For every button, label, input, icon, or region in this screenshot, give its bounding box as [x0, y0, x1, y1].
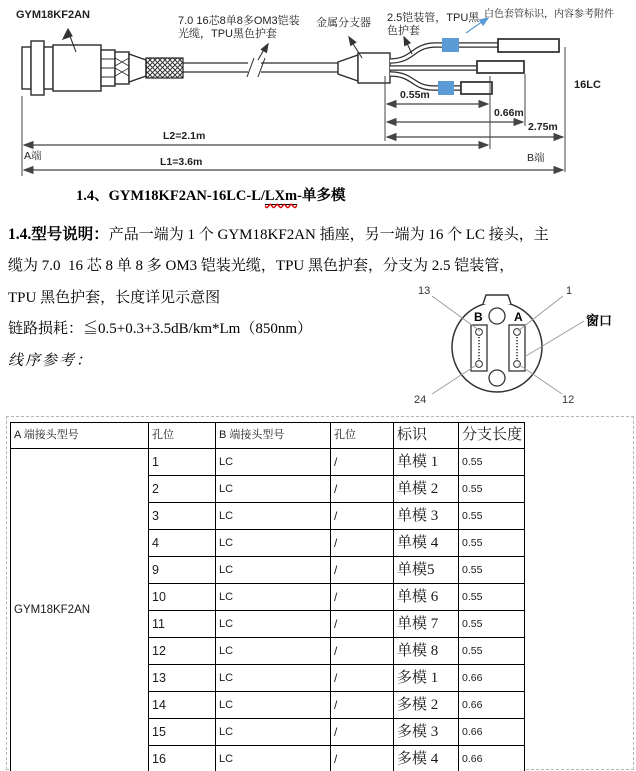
row-a-label: A — [514, 310, 523, 324]
hole-cell: 13 — [149, 665, 216, 692]
link-loss-line: 链路损耗：≦0.5+0.3+3.5dB/km*Lm（850nm） — [8, 321, 313, 337]
b-model-cell: LC — [216, 449, 331, 476]
b-model-cell: LC — [216, 746, 331, 771]
b-hole-cell: / — [331, 746, 394, 771]
hole-cell: 16 — [149, 746, 216, 771]
mark-cell: 多模 2 — [394, 692, 459, 719]
hole-cell: 9 — [149, 557, 216, 584]
b-model-cell: LC — [216, 530, 331, 557]
splitter-label: 金属分支器 — [316, 17, 371, 29]
b-hole-cell: / — [331, 638, 394, 665]
b-hole-cell: / — [331, 476, 394, 503]
hole-cell: 15 — [149, 719, 216, 746]
length-cell: 0.55 — [459, 449, 525, 476]
length-cell: 0.55 — [459, 584, 525, 611]
pin-24-label: 24 — [414, 394, 427, 406]
mark-cell: 单模 7 — [394, 611, 459, 638]
col-header-branch-length: 分支长度 — [459, 423, 525, 449]
b-model-cell: LC — [216, 557, 331, 584]
pin-12-label: 12 — [562, 394, 575, 406]
b-hole-cell: / — [331, 584, 394, 611]
figure-caption: 1.4、GYM18KF2AN-16LC-L/LXm-单多模 — [76, 188, 346, 204]
b-model-cell: LC — [216, 611, 331, 638]
hole-cell: 10 — [149, 584, 216, 611]
spellcheck-marked-text: LXm — [264, 188, 298, 204]
model-description-line1: 1.4.型号说明：产品一端为 1 个 GYM18KF2AN 插座，另一端为 16 个 LC 接头，主 — [8, 226, 549, 243]
col-header-a-model: A 端接头型号 — [11, 423, 149, 449]
gym-connector-label: GYM18KF2AN — [16, 9, 90, 21]
window-label: 窗口 — [586, 313, 613, 328]
pinout-diagram — [432, 295, 584, 394]
hole-cell: 14 — [149, 692, 216, 719]
mark-cell: 单模 4 — [394, 530, 459, 557]
b-model-cell: LC — [216, 503, 331, 530]
b-hole-cell: / — [331, 530, 394, 557]
mark-cell: 多模 3 — [394, 719, 459, 746]
pin-1-label: 1 — [566, 285, 573, 297]
length-cell: 0.55 — [459, 530, 525, 557]
length-cell: 0.55 — [459, 611, 525, 638]
mark-cell: 多模 1 — [394, 665, 459, 692]
dim-0-55m: 0.55m — [400, 89, 430, 101]
pin-13-label: 13 — [418, 285, 431, 297]
metal-splitter — [338, 53, 390, 83]
row-b-label: B — [474, 310, 483, 324]
col-header-hole-b: 孔位 — [331, 423, 394, 449]
length-cell: 0.66 — [459, 719, 525, 746]
main-cable — [183, 58, 338, 77]
hole-cell: 4 — [149, 530, 216, 557]
col-header-mark: 标识 — [394, 423, 459, 449]
b-model-cell: LC — [216, 638, 331, 665]
mark-cell: 单模 2 — [394, 476, 459, 503]
length-cell: 0.66 — [459, 692, 525, 719]
col-header-hole-a: 孔位 — [149, 423, 216, 449]
lc-count-label: 16LC — [574, 79, 601, 91]
branch-tube-label: 2.5铠装管，TPU黑 色护套 — [387, 12, 480, 37]
model-description-line2: 缆为 7.0 16 芯 8 单 8 多 OM3 铠装光缆，TPU 黑色护套，分支为 2.5 铠装管， — [8, 258, 515, 274]
dimension-arrows — [24, 104, 563, 170]
mark-cell: 单模 1 — [394, 449, 459, 476]
table-header-row — [11, 423, 525, 449]
b-hole-cell: / — [331, 665, 394, 692]
armored-braid-section — [146, 58, 183, 78]
b-hole-cell: / — [331, 449, 394, 476]
hole-cell: 2 — [149, 476, 216, 503]
b-hole-cell: / — [331, 611, 394, 638]
mark-cell: 单模 3 — [394, 503, 459, 530]
a-model-cell: GYM18KF2AN — [11, 449, 149, 771]
b-model-cell: LC — [216, 476, 331, 503]
white-sleeve-label: 白色套管标识，内容参考附件 — [484, 9, 614, 20]
section-heading: 1.4.型号说明： — [8, 226, 109, 243]
b-hole-cell: / — [331, 503, 394, 530]
b-model-cell: LC — [216, 584, 331, 611]
model-description-line3: TPU 黑色护套，长度详见示意图 — [8, 290, 221, 306]
b-end-label: B端 — [527, 152, 545, 164]
mark-cell: 单模 8 — [394, 638, 459, 665]
hole-cell: 11 — [149, 611, 216, 638]
mark-cell: 单模 6 — [394, 584, 459, 611]
mark-cell: 多模 4 — [394, 746, 459, 771]
table-row — [11, 449, 525, 476]
wire-order-line: 线序参考： — [8, 353, 94, 369]
length-cell: 0.55 — [459, 503, 525, 530]
gym-connector-drawing — [22, 41, 146, 95]
a-end-label: A端 — [24, 150, 42, 162]
b-model-cell: LC — [216, 665, 331, 692]
dim-l2: L2=2.1m — [163, 130, 206, 142]
length-cell: 0.55 — [459, 557, 525, 584]
dim-2-75m: 2.75m — [528, 121, 558, 133]
b-model-cell: LC — [216, 692, 331, 719]
mark-cell: 单模5 — [394, 557, 459, 584]
col-header-b-model: B 端接头型号 — [216, 423, 331, 449]
length-cell: 0.66 — [459, 665, 525, 692]
dim-0-66m: 0.66m — [494, 107, 524, 119]
length-cell: 0.55 — [459, 476, 525, 503]
b-hole-cell: / — [331, 557, 394, 584]
b-hole-cell: / — [331, 692, 394, 719]
hole-cell: 3 — [149, 503, 216, 530]
length-cell: 0.55 — [459, 638, 525, 665]
main-cable-label: 7.0 16芯8单8多OM3铠装 光缆，TPU黑色护套 — [178, 15, 300, 40]
dim-l1: L1=3.6m — [160, 156, 203, 168]
b-hole-cell: / — [331, 719, 394, 746]
length-cell: 0.66 — [459, 746, 525, 771]
b-model-cell: LC — [216, 719, 331, 746]
wiring-table — [10, 422, 525, 771]
hole-cell: 1 — [149, 449, 216, 476]
hole-cell: 12 — [149, 638, 216, 665]
